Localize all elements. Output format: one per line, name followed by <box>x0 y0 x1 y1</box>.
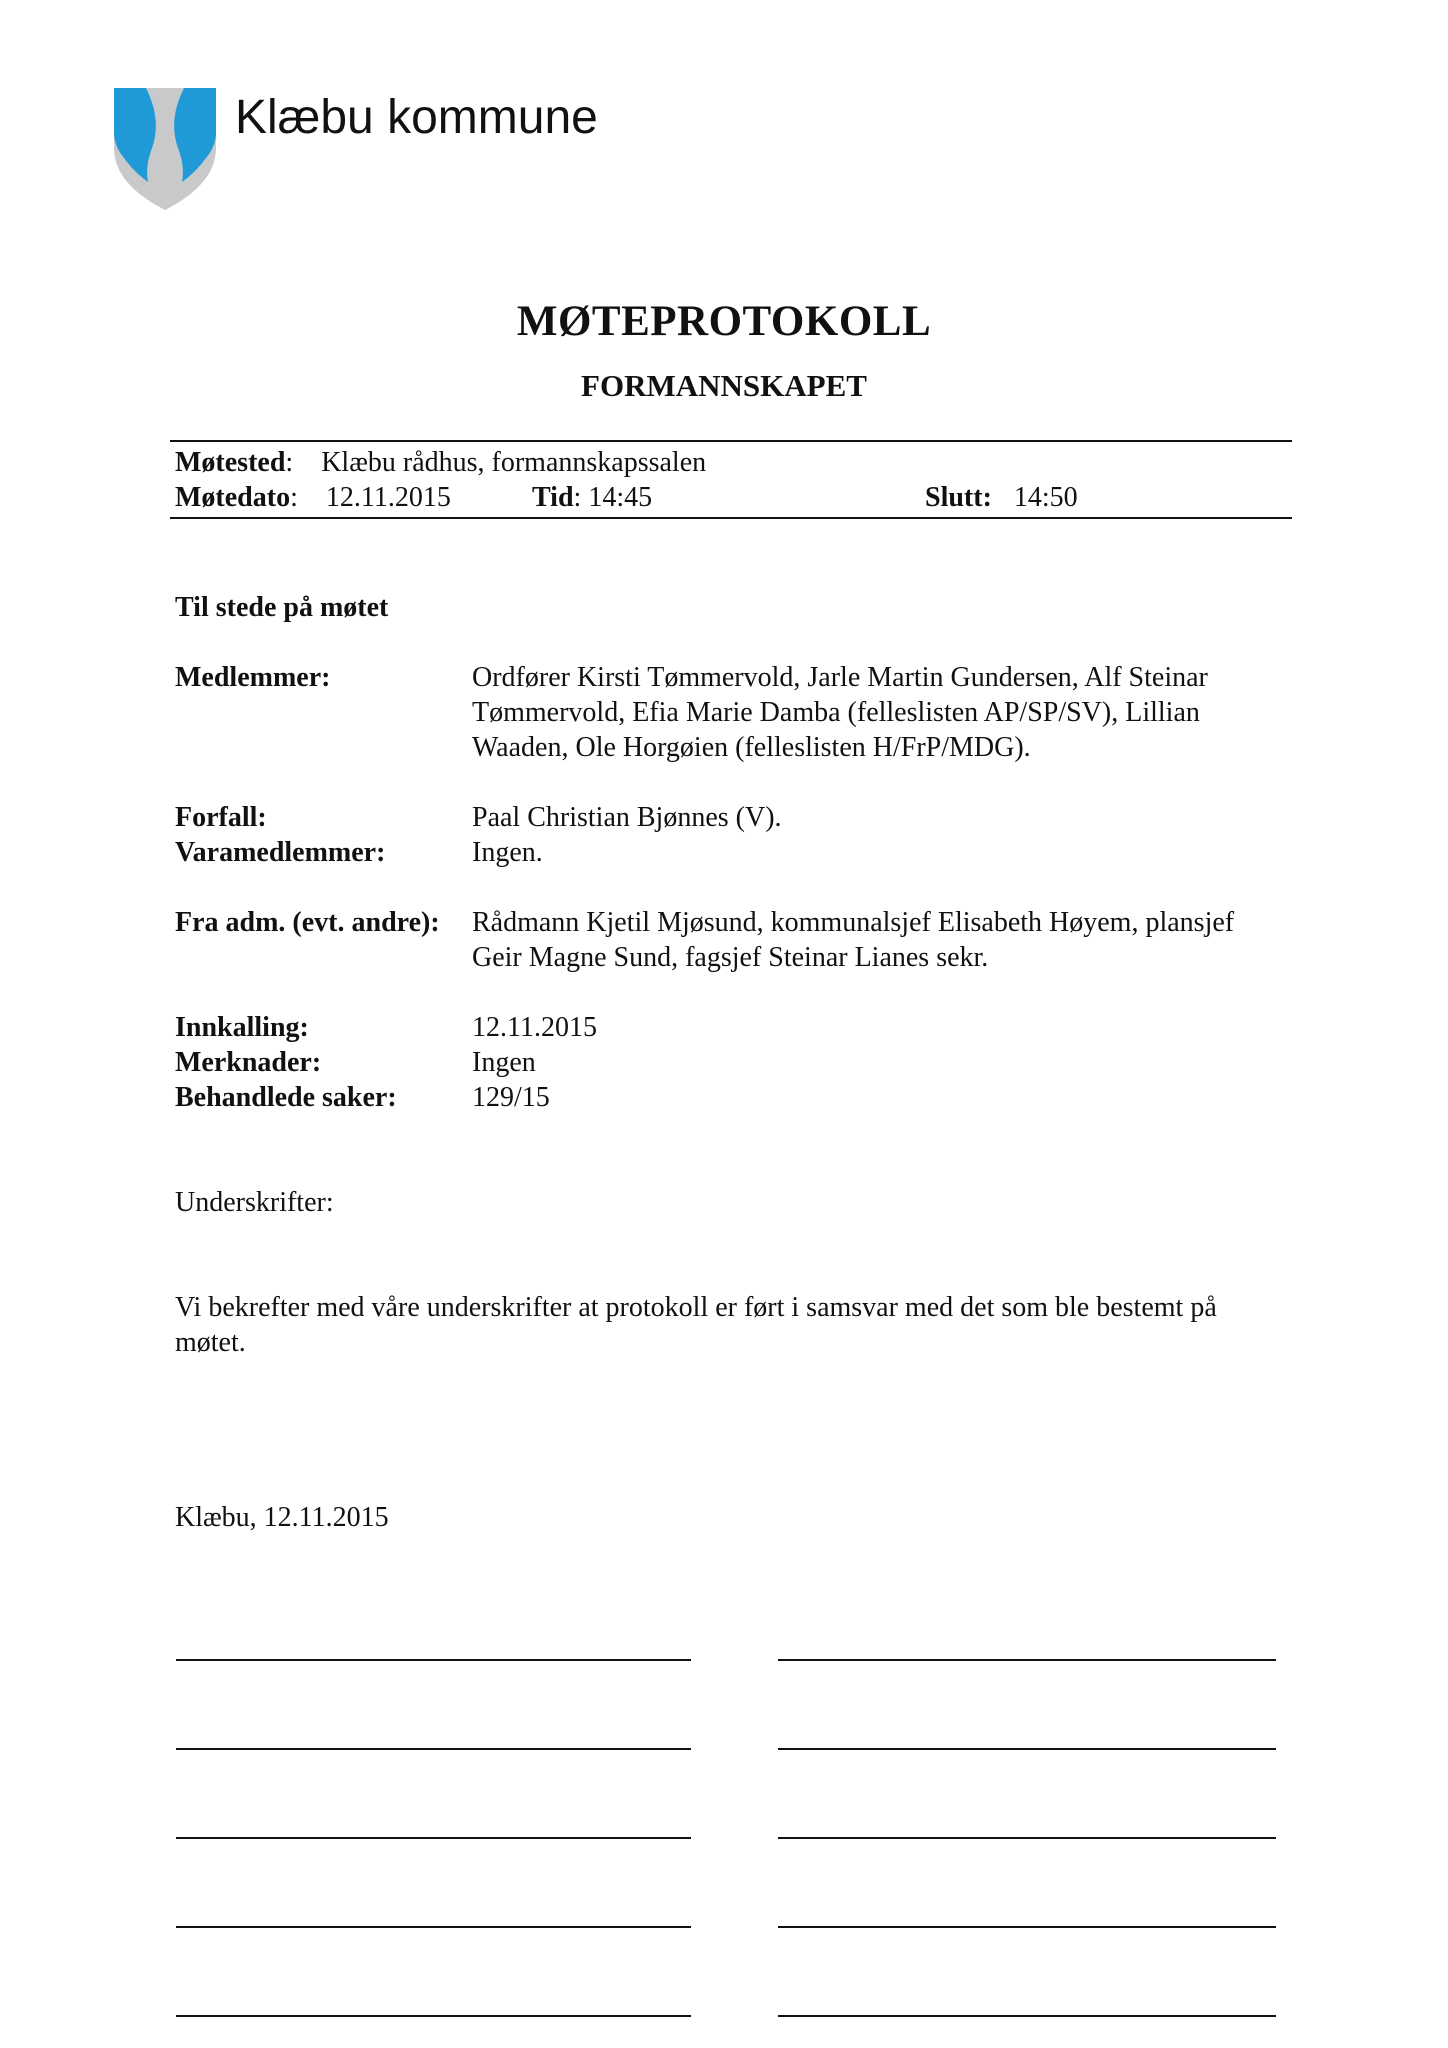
absence-value: Paal Christian Bjønnes (V). <box>472 802 782 833</box>
signature-line[interactable] <box>778 1926 1276 1928</box>
signature-line[interactable] <box>176 1659 691 1661</box>
meeting-date-label: Møtedato <box>175 482 291 513</box>
signature-line[interactable] <box>778 1659 1276 1661</box>
meeting-end-value: 14:50 <box>1013 482 1078 513</box>
members-value <box>472 660 1292 765</box>
attendance-heading: Til stede på møtet <box>175 592 389 623</box>
members-line: Ordfører Kirsti Tømmervold, Jarle Martin Gundersen, Alf Steinar <box>472 662 1208 693</box>
org-name: Klæbu kommune <box>235 91 598 144</box>
deputies-label: Varamedlemmer: <box>175 837 386 868</box>
confirmation-line: Vi bekrefter med våre underskrifter at protokoll er ført i samsvar med det som ble bestemt på <box>175 1292 1217 1323</box>
meeting-end-label: Slutt: <box>925 482 992 513</box>
remarks-label: Merknader: <box>175 1047 322 1078</box>
members-line: Waaden, Ole Horgøien (felleslisten H/FrP/MDG). <box>472 732 1031 763</box>
meeting-place-row: Møtested: Klæbu rådhus, formannskapssalen <box>175 447 707 478</box>
header-rule-bottom <box>170 517 1292 519</box>
admin-line: Rådmann Kjetil Mjøsund, kommunalsjef Elisabeth Høyem, plansjef <box>472 907 1235 938</box>
cases-label: Behandlede saker: <box>175 1082 397 1113</box>
absence-label: Forfall: <box>175 802 267 833</box>
summons-value: 12.11.2015 <box>472 1012 597 1043</box>
confirmation-text <box>175 1290 1290 1360</box>
meeting-date-row: Møtedato: 12.11.2015 <box>175 482 451 513</box>
signature-line[interactable] <box>176 1748 691 1750</box>
meeting-time-value: 14:45 <box>588 482 653 513</box>
signatures-heading: Underskrifter: <box>175 1187 334 1218</box>
summons-label: Innkalling: <box>175 1012 309 1043</box>
admin-label: Fra adm. (evt. andre): <box>175 907 440 938</box>
meeting-date-value: 12.11.2015 <box>325 482 451 513</box>
members-line: Tømmervold, Efia Marie Damba (felleslisten AP/SP/SV), Lillian <box>472 697 1200 728</box>
meeting-end-row <box>925 481 1078 515</box>
signature-line[interactable] <box>778 1748 1276 1750</box>
members-label: Medlemmer: <box>175 662 331 693</box>
confirmation-line: møtet. <box>175 1327 246 1358</box>
klaebu-coat-of-arms-icon <box>112 86 218 212</box>
document-subtitle: FORMANNSKAPET <box>581 368 867 403</box>
admin-line: Geir Magne Sund, fagsjef Steinar Lianes sekr. <box>472 942 989 973</box>
document-title: MØTEPROTOKOLL <box>516 298 932 345</box>
header-rule-top <box>170 440 1292 442</box>
signature-line[interactable] <box>778 2015 1276 2017</box>
place-date: Klæbu, 12.11.2015 <box>175 1502 389 1533</box>
signature-line[interactable] <box>778 1837 1276 1839</box>
signature-line[interactable] <box>176 2015 691 2017</box>
meeting-place-label: Møtested <box>175 447 286 478</box>
cases-value: 129/15 <box>472 1082 550 1113</box>
signature-line[interactable] <box>176 1837 691 1839</box>
admin-value <box>472 905 1292 975</box>
meeting-place-value: Klæbu rådhus, formannskapssalen <box>321 447 707 478</box>
signature-line[interactable] <box>176 1926 691 1928</box>
deputies-value: Ingen. <box>472 837 543 868</box>
remarks-value: Ingen <box>472 1047 536 1078</box>
meeting-time-row: Tid: 14:45 <box>532 482 653 513</box>
meeting-time-label: Tid <box>532 482 574 513</box>
